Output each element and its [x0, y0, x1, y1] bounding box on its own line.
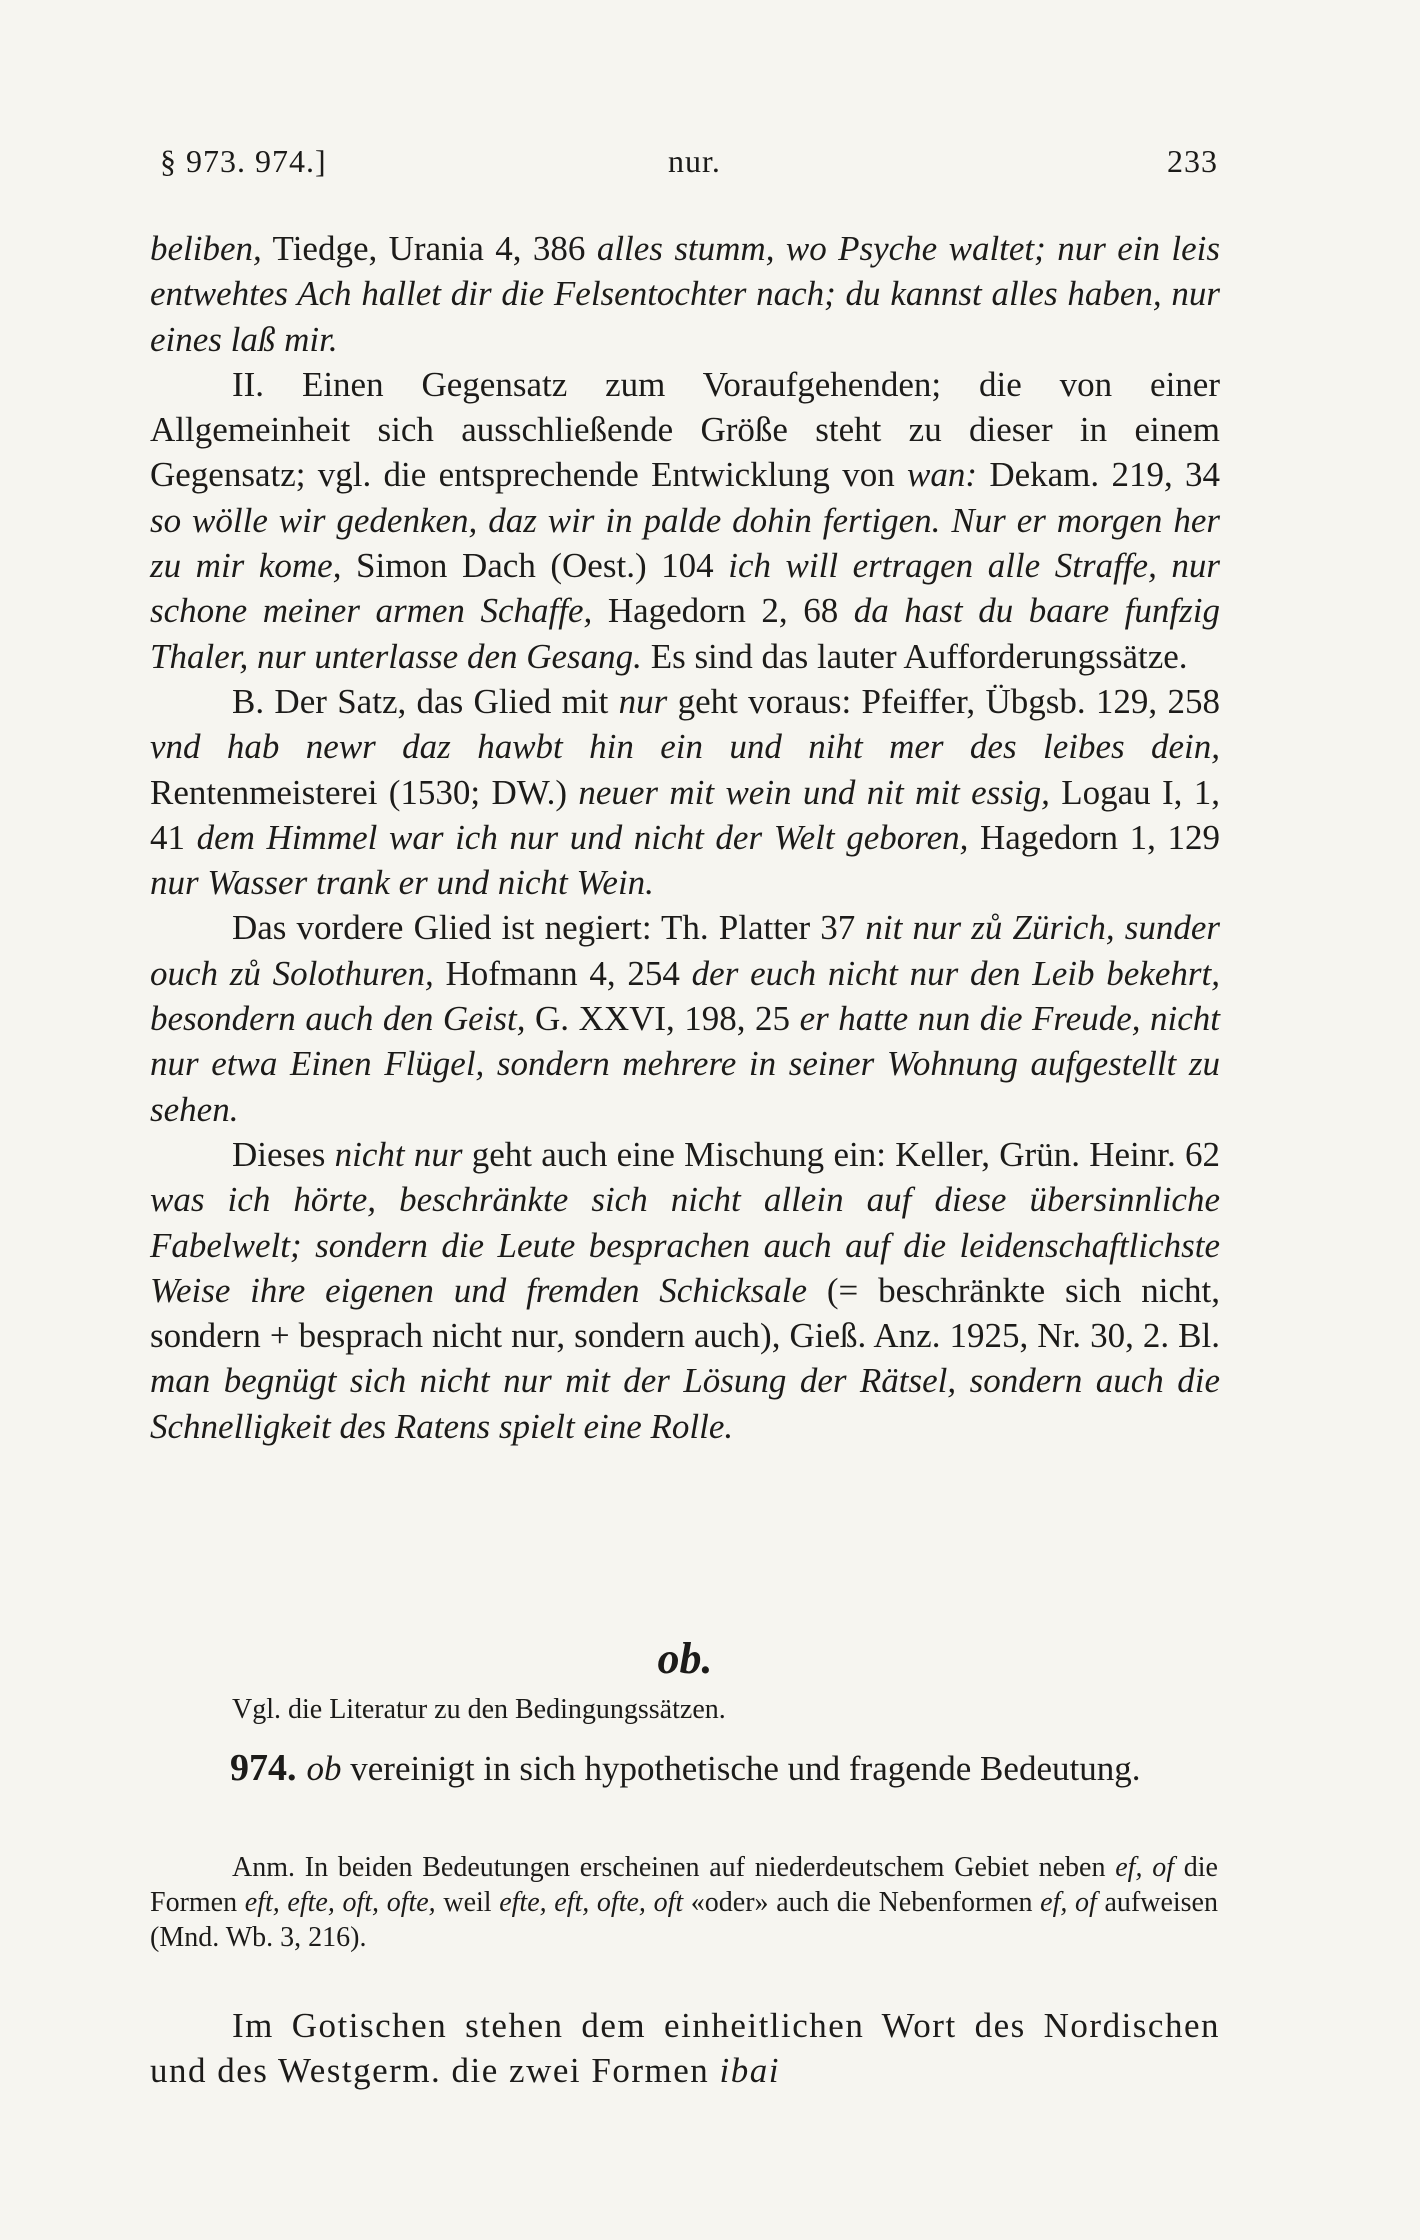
running-keyword: nur. — [668, 143, 721, 179]
text-run: B. Der Satz, das Glied mit — [232, 681, 619, 721]
italic-run: nicht nur — [334, 1134, 463, 1174]
running-head — [150, 143, 1218, 183]
entry-heading-ob: ob. — [657, 1634, 713, 1683]
italic-run: nur Wasser trank er und nicht Wein. — [150, 863, 654, 903]
italic-run: so wölle wir gedenken, daz wir in palde dohin fertigen. Nur er morgen her zu mir kome, — [150, 500, 1220, 586]
text-run: «oder» auch die Nebenformen — [683, 1887, 1041, 1918]
italic-run: ob — [306, 1749, 342, 1788]
text-run: aufweisen (Mnd. Wb. 3, 216). — [150, 1887, 1218, 1953]
text-run: Tiedge, Urania 4, 386 — [261, 229, 597, 268]
text-run: Im Gotischen stehen dem einheitlichen Wort des Nordischen und des Westgerm. die zwei Formen — [150, 2006, 1220, 2090]
text-run: Hofmann 4, 254 — [433, 953, 692, 993]
italic-run: ibai — [719, 2051, 780, 2090]
italic-run: nur — [618, 681, 668, 721]
italic-run: wan: — [907, 455, 978, 495]
italic-run: der euch nicht nur den Leib bekehrt, besondern auch den Geist, — [150, 953, 1220, 1039]
italic-run: neuer mit wein und nit mit essig, — [578, 772, 1050, 812]
paragraph-continuation — [150, 226, 1220, 362]
italic-run: ef, of — [1040, 1887, 1097, 1918]
paragraph-glied-voraus — [150, 679, 1220, 905]
closing-text — [150, 2003, 1220, 2093]
paragraph-negiert — [150, 905, 1220, 1131]
text-run: Das vordere Glied ist negiert: Th. Platter 37 — [232, 908, 866, 948]
section-974-text — [307, 1749, 1141, 1788]
text-run: Es sind das lauter Aufforderungssätze. — [641, 636, 1188, 676]
italic-run: dem Himmel war ich nur und nicht der Welt geboren, — [196, 817, 969, 857]
literature-note: Vgl. die Literatur zu den Bedingungssätzen. — [232, 1694, 726, 1725]
text-run: vereinigt in sich hypothetische und fragende Bedeutung. — [341, 1749, 1141, 1788]
text-run: die Formen — [150, 1852, 1218, 1918]
closing-paragraph — [150, 1968, 1220, 2128]
italic-run: was ich hörte, beschränkte sich nicht allein auf diese übersinnliche Fabelwelt; sondern die Leute besprachen auch auf die leidenschaftlichste Weise ihre eigenen und fremden Schicksale — [150, 1180, 1220, 1310]
italic-run: ich will ertragen alle Straffe, nur schone meiner armen Schaffe, — [150, 546, 1220, 631]
text-run: Hagedorn 1, 129 — [968, 817, 1221, 857]
annotation-text — [150, 1852, 1218, 1953]
section-number: 974. — [230, 1747, 297, 1789]
text-run: geht auch eine Mischung ein: Keller, Grün. Heinr. 62 — [462, 1134, 1221, 1174]
text-run: Rentenmeisterei (1530; DW.) — [150, 772, 579, 812]
italic-run: efte, eft, ofte, oft — [499, 1887, 684, 1918]
text-run: Logau I, 1, 41 — [150, 772, 1220, 857]
text-run: G. XXVI, 198, 25 — [525, 999, 800, 1039]
italic-run: beliben, — [150, 229, 262, 268]
section-974-paragraph — [150, 1746, 1220, 1791]
text-run: Simon Dach (Oest.) 104 — [341, 546, 729, 586]
italic-run: vnd hab newr daz hawbt hin ein und niht mer des leibes dein, — [150, 727, 1220, 767]
text-run: weil — [435, 1887, 500, 1918]
italic-run: nit nur zů Zürich, sunder ouch zů Solothuren, — [150, 908, 1220, 993]
italic-run: er hatte nun die Freude, nicht nur etwa Einen Flügel, sondern mehrere in seiner Wohnung aufgestellt zu sehen. — [150, 999, 1221, 1129]
italic-run: alles stumm, wo Psyche waltet; nur ein leis entwehtes Ach hallet dir die Felsentochter nach; du kannst alles haben, nur eines laß mir. — [150, 229, 1220, 359]
section-973-body — [150, 226, 1220, 1449]
page-number: 233 — [1167, 143, 1218, 179]
italic-run: eft, efte, oft, ofte, — [244, 1887, 436, 1918]
text-run: geht voraus: Pfeiffer, Übgsb. 129, 258 — [667, 681, 1220, 721]
italic-run: ef, of — [1115, 1852, 1175, 1883]
text-run: Hagedorn 2, 68 — [592, 591, 854, 631]
italic-run: da hast du baare funfzig Thaler, nur unterlasse den Gesang. — [150, 591, 1220, 676]
annotation-note — [150, 1850, 1218, 1955]
paragraph-gegensatz — [150, 362, 1220, 679]
text-run: Anm. In beiden Bedeutungen erscheinen auf niederdeutschem Gebiet neben — [232, 1852, 1116, 1883]
paragraph-mischung — [150, 1132, 1220, 1449]
section-reference: § 973. 974.] — [160, 143, 327, 179]
text-run: Dekam. 219, 34 — [977, 455, 1220, 495]
text-run: II. Einen Gegensatz zum Voraufgehenden; die von einer Allgemeinheit sich ausschließende Größe steht zu dieser in einem Gegensatz; vgl. die entsprechende Entwicklung von — [150, 364, 1220, 495]
text-run: Dieses — [232, 1134, 335, 1174]
text-run: (= beschränkte sich nicht, sondern + besprach nicht nur, sondern auch), Gieß. Anz. 1925, Nr. 30, 2. Bl. — [150, 1270, 1220, 1356]
italic-run: man begnügt sich nicht nur mit der Lösung der Rätsel, sondern auch die Schnelligkeit des Ratens spielt eine Rolle. — [150, 1361, 1220, 1446]
